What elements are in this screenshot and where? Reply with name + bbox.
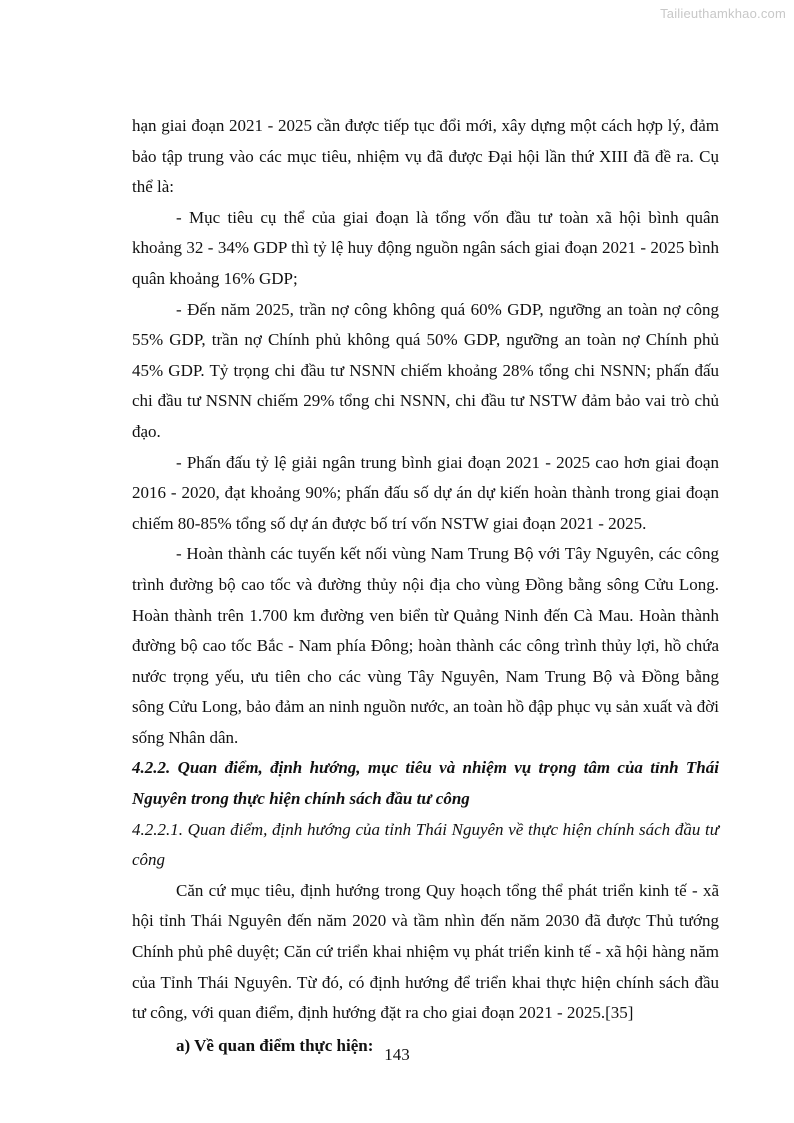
paragraph-intro: hạn giai đoạn 2021 - 2025 cần được tiếp tục đổi mới, xây dựng một cách hợp lý, đảm bảo tập trung vào các mục tiêu, nhiệm vụ đã được Đại hội lần thứ XIII đã đề ra. Cụ thể là: xyxy=(132,116,719,197)
section-heading: 4.2.2. Quan điểm, định hướng, mục tiêu và nhiệm vụ trọng tâm của tỉnh Thái Nguyên trong thực hiện chính sách đầu tư công xyxy=(132,758,719,809)
paragraph-public-debt: - Đến năm 2025, trần nợ công không quá 60% GDP, ngưỡng an toàn nợ công 55% GDP, trần nợ Chính phủ không quá 50% GDP, ngưỡng an toàn nợ Chính phủ 45% GDP. Tỷ trọng chi đầu tư NSNN chiếm khoảng 28% tổng chi NSNN; phấn đấu chi đầu tư NSNN chiếm 29% tổng chi NSNN, chi đầu tư NSTW đảm bảo vai trò chủ đạo. xyxy=(132,299,719,441)
paragraph-infrastructure: - Hoàn thành các tuyến kết nối vùng Nam Trung Bộ với Tây Nguyên, các công trình đường bộ cao tốc và đường thủy nội địa cho vùng Đồng bằng sông Cửu Long. Hoàn thành trên 1.700 km đường ven biển từ Quảng Ninh đến Cà Mau. Hoàn thành đường bộ cao tốc Bắc - Nam phía Đông; hoàn thành các công trình thủy lợi, hồ chứa nước trọng yếu, ưu tiên cho các vùng Tây Nguyên, Nam Trung Bộ và Đồng bằng sông Cửu Long, bảo đảm an ninh nguồn nước, an toàn hồ đập phục vụ sản xuất và đời sống Nhân dân. xyxy=(132,544,719,747)
paragraph-goal-investment: - Mục tiêu cụ thể của giai đoạn là tổng vốn đầu tư toàn xã hội bình quân khoảng 32 - 34% GDP thì tỷ lệ huy động nguồn ngân sách giai đoạn 2021 - 2025 bình quân khoảng 16% GDP; xyxy=(132,207,719,288)
page-body xyxy=(132,111,719,1061)
page-number: 143 xyxy=(384,1045,410,1064)
watermark: Tailieuthamkhao.com xyxy=(660,6,786,21)
paragraph-disbursement: - Phấn đấu tỷ lệ giải ngân trung bình giai đoạn 2021 - 2025 cao hơn giai đoạn 2016 - 2020, đạt khoảng 90%; phấn đấu số dự án dự kiến hoàn thành trong giai đoạn chiếm 80-85% tổng số dự án được bố trí vốn NSTW giai đoạn 2021 - 2025. xyxy=(132,452,719,533)
subsection-heading: 4.2.2.1. Quan điểm, định hướng của tỉnh Thái Nguyên về thực hiện chính sách đầu tư công xyxy=(132,819,719,870)
item-heading: a) Về quan điểm thực hiện: xyxy=(176,1035,374,1055)
paragraph-basis: Căn cứ mục tiêu, định hướng trong Quy hoạch tổng thể phát triển kinh tế - xã hội tỉnh Thái Nguyên đến năm 2020 và tầm nhìn đến năm 2030 đã được Thủ tướng Chính phủ phê duyệt; Căn cứ triển khai nhiệm vụ phát triển kinh tế - xã hội hàng năm của Tỉnh Thái Nguyên. Từ đó, có định hướng để triển khai thực hiện chính sách đầu tư công, với quan điểm, định hướng đặt ra cho giai đoạn 2021 - 2025.[35] xyxy=(132,880,719,1023)
